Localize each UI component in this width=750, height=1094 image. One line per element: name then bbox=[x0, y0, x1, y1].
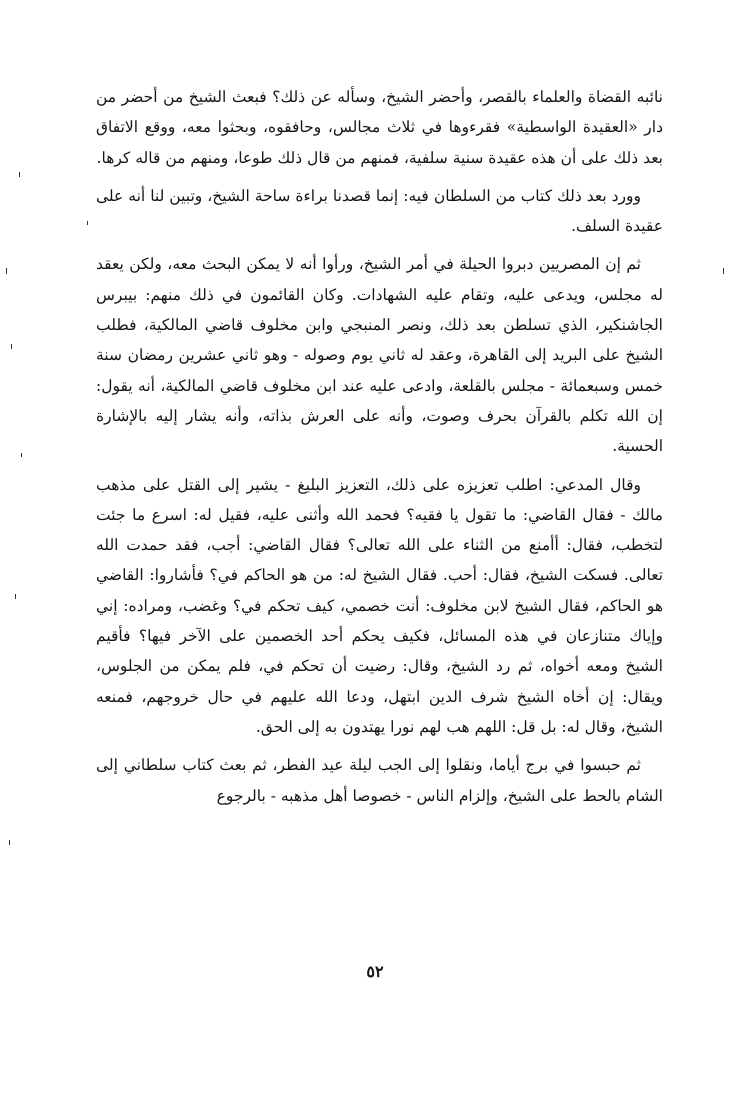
page-body bbox=[96, 82, 663, 819]
paragraph-4: وقال المدعي: اطلب تعزيزه على ذلك، التعزيز البليغ - يشير إلى القتل على مذهب مالك - فقال القاضي: ما تقول يا فقيه؟ فحمد الله وأثنى عليه، فقيل له: اسرع ما جئت لتخطب، فقال: أأمنع من الثناء على الله تعالى؟ فقال القاضي: أجب، فقد حمدت الله تعالى. فسكت الشيخ، فقال: أحب. فقال الشيخ له: من هو الحاكم في؟ فأشاروا: القاضي هو الحاكم، فقال الشيخ لابن مخلوف: أنت خصمي، كيف تحكم في؟ وغضب، ومراده: إني وإياك متنازعان في هذه المسائل، فكيف يحكم أحد الخصمين على الآخر فيها؟ فأقيم الشيخ ومعه أخواه، ثم رد الشيخ، وقال: رضيت أن تحكم في، فلم يمكن من الجلوس، ويقال: إن أخاه الشيخ شرف الدين ابتهل، ودعا الله عليهم في حال خروجهم، فمنعه الشيخ، وقال له: بل قل: اللهم هب لهم نورا يهتدون به إلى الحق. bbox=[96, 475, 663, 736]
scan-mark bbox=[9, 840, 10, 845]
scan-mark bbox=[87, 221, 88, 225]
paragraph-5: ثم حبسوا في برج أياما، ونقلوا إلى الجب ليلة عيد الفطر، ثم بعث كتاب سلطاني إلى الشام بالحط على الشيخ، وإلزام الناس - خصوصا أهل مذهبه - بالرجوع bbox=[96, 756, 663, 805]
scan-mark bbox=[19, 172, 20, 177]
scan-mark bbox=[15, 594, 16, 599]
paragraph-3: ثم إن المصريين دبروا الحيلة في أمر الشيخ، ورأوا أنه لا يمكن البحث معه، ولكن يعقد له مجلس، ويدعى عليه، وتقام عليه الشهادات. وكان القائمون في ذلك منهم: بيبرس الجاشنكير، الذي تسلطن بعد ذلك، ونصر المنبجي وابن مخلوف قاضي المالكية، فطلب الشيخ على البريد إلى القاهرة، وعقد له ثاني يوم وصوله - وهو ثاني عشرين رمضان سنة خمس وسبعمائة - مجلس بالقلعة، وادعى عليه عند ابن مخلوف قاضي المالكية، أنه يقول: إن الله تكلم بالقرآن بحرف وصوت، وأنه على العرش بذاته، وأنه يشار إليه بالإشارة الحسية. bbox=[96, 255, 663, 456]
paragraph-1: نائبه القضاة والعلماء بالقصر، وأحضر الشيخ، وسأله عن ذلك؟ فبعث الشيخ من أحضر من دار «العقيدة الواسطية» فقرءوها في ثلاث مجالس، وحافقوه، وبحثوا معه، ووقع الاتفاق بعد ذلك على أن هذه عقيدة سنية سلفية، فمنهم من قال ذلك طوعا، ومنهم من قاله كرها. bbox=[96, 88, 663, 167]
scan-mark bbox=[6, 268, 7, 274]
paragraph-2: وورد بعد ذلك كتاب من السلطان فيه: إنما قصدنا براءة ساحة الشيخ، وتبين لنا أنه على عقيدة السلف. bbox=[96, 186, 663, 236]
scan-mark bbox=[723, 268, 724, 274]
scan-mark bbox=[11, 344, 12, 349]
page-number: ٥٢ bbox=[366, 962, 384, 981]
scan-mark bbox=[21, 453, 22, 457]
